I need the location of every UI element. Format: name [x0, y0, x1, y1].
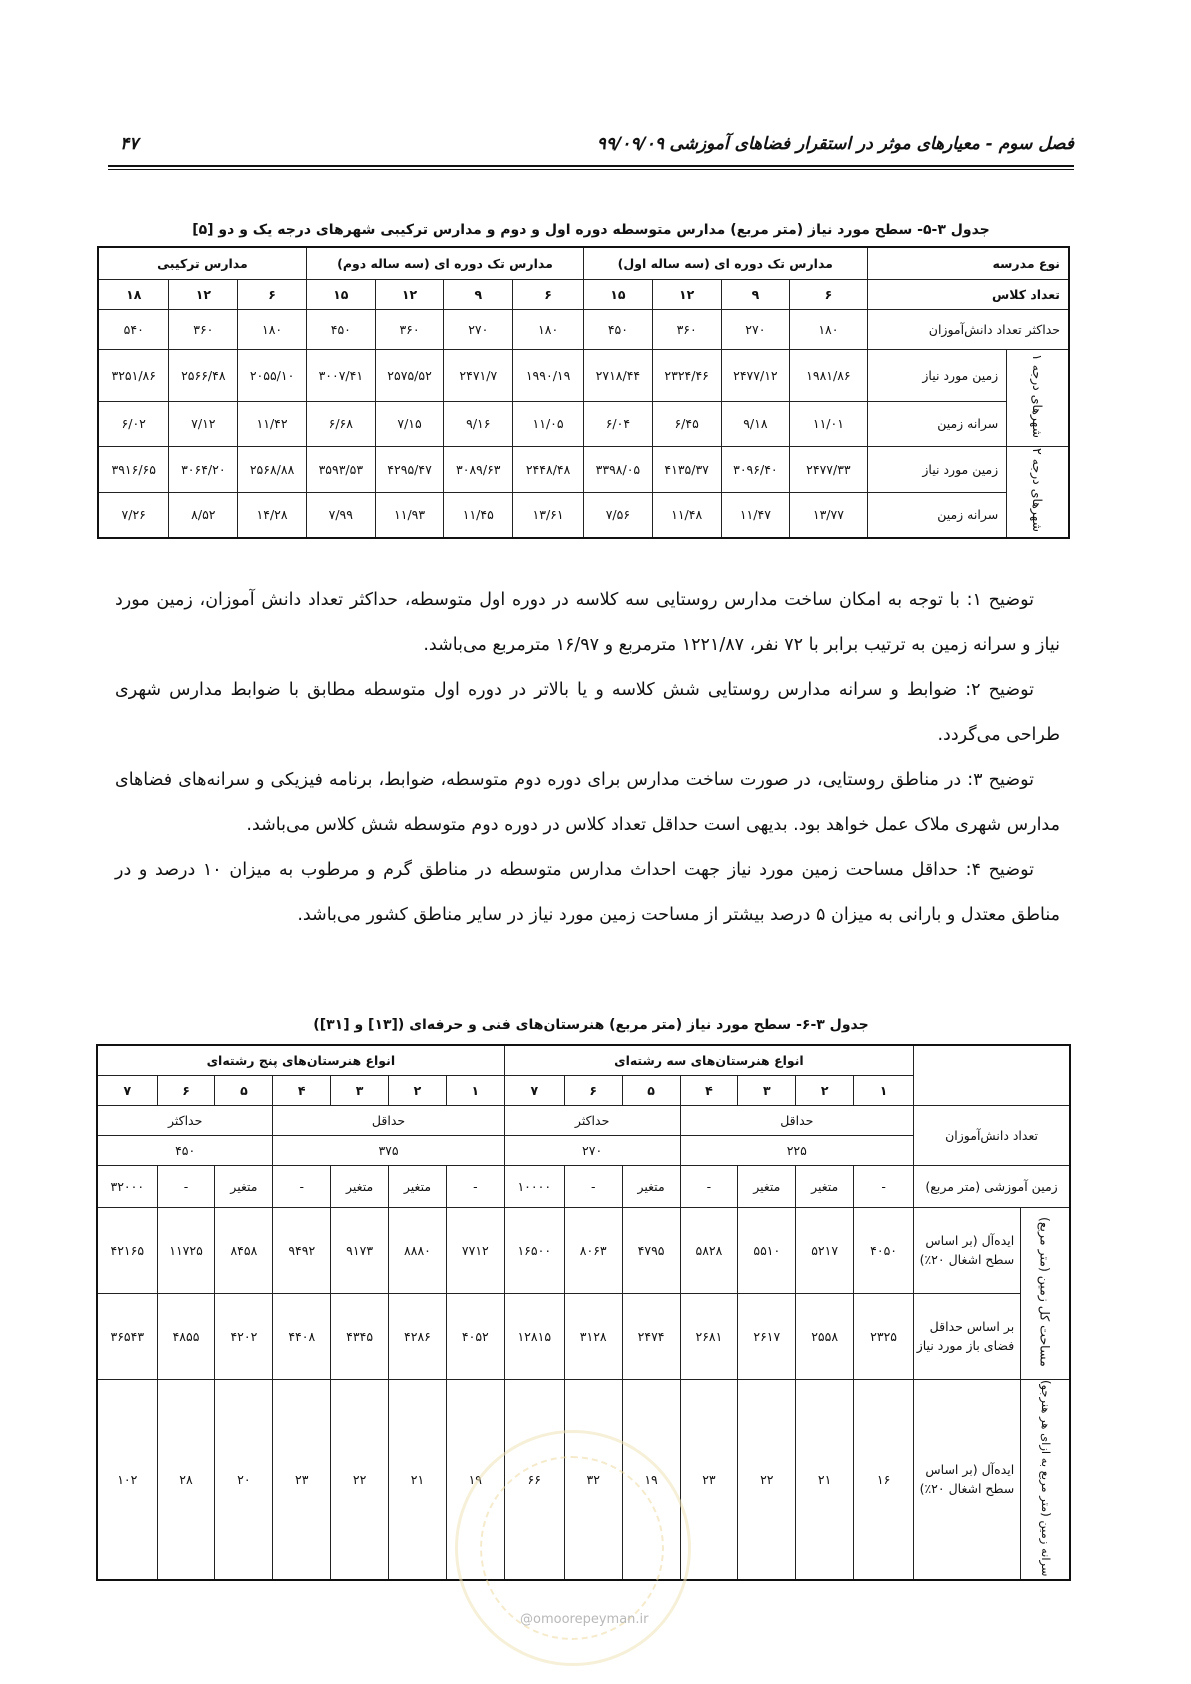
table-cell: ۸۰۶۳ [564, 1207, 622, 1293]
table-cell: ۷/۵۶ [584, 492, 653, 538]
min-label: حداقل [273, 1105, 504, 1135]
class-count-header: تعداد کلاس [867, 279, 1069, 309]
table-cell: ۵۲۱۷ [796, 1207, 854, 1293]
note-paragraph: توضیح ۲: ضوابط و سرانه مدارس روستایی شش کلاسه و یا بالاتر در دوره اول متوسطه مطابق با ضوابط مدارس شهری طراحی می‌گردد. [115, 680, 1060, 745]
note-paragraph: توضیح ۱: با توجه به امکان ساخت مدارس روستایی سه کلاسه در دوره اول متوسطه، حداکثر تعداد دانش آموزان، زمین مورد نیاز و سرانه زمین به ترتیب برابر با ۷۲ نفر، ۱۲۲۱/۸۷ مترمربع و ۱۶/۹۷ مترمربع می‌باشد. [115, 590, 1060, 655]
class-count: ۱۵ [584, 279, 653, 309]
table-cell: ۸۴۵۸ [215, 1207, 273, 1293]
table-cell: ۲۵۵۸ [796, 1293, 854, 1379]
table-cell: ۳۲ [564, 1379, 622, 1580]
table-cell: ۱۱/۰۱ [790, 401, 867, 446]
table-cell: ۱۱/۴۵ [444, 492, 513, 538]
school-number: ۴ [680, 1075, 738, 1105]
table-cell: ۴۰۵۲ [446, 1293, 504, 1379]
min-value: ۳۷۵ [273, 1135, 504, 1165]
table-cell: ۱۱/۹۳ [375, 492, 444, 538]
table-cell: ۲۷۰ [721, 309, 790, 349]
school-number: ۵ [622, 1075, 680, 1105]
table-cell: ۲۵۶۶/۴۸ [169, 349, 238, 401]
table-cell: ۱۱۷۲۵ [157, 1207, 215, 1293]
area-group-label: مساحت کل زمین (متر مربع) [1021, 1207, 1070, 1379]
table-cell: ۳۰۶۴/۲۰ [169, 446, 238, 492]
min-value: ۲۲۵ [680, 1135, 914, 1165]
table-cell: ۴۲۹۵/۴۷ [375, 446, 444, 492]
class-count: ۶ [238, 279, 307, 309]
table-cell: ۱۴/۲۸ [238, 492, 307, 538]
table-cell: ۳۰۰۷/۴۱ [306, 349, 375, 401]
max-label: حداکثر [97, 1105, 273, 1135]
students-label: تعداد دانش‌آموزان [914, 1105, 1070, 1165]
table-cell: ۲۴۷۷/۱۲ [721, 349, 790, 401]
row-label: سرانه زمین [867, 492, 1007, 538]
table-cell: ۷/۱۵ [375, 401, 444, 446]
table-cell: ۸/۵۲ [169, 492, 238, 538]
header-date: ۹۹/۰۹/۰۹ [596, 134, 664, 154]
land-edu-label: زمین آموزشی (متر مربع) [914, 1165, 1070, 1207]
table-cell: ۲۱ [796, 1379, 854, 1580]
table-cell: ۷/۲۶ [98, 492, 169, 538]
table-cell: ۳۶۰ [652, 309, 721, 349]
table-cell: ۵۸۲۸ [680, 1207, 738, 1293]
table-cell: ۳۱۲۸ [564, 1293, 622, 1379]
table-cell: ۲۵۷۵/۵۲ [375, 349, 444, 401]
school-number: ۱ [854, 1075, 914, 1105]
table-cell: ۲۶۱۷ [738, 1293, 796, 1379]
table-cell: ۱۶ [854, 1379, 914, 1580]
table-cell: ۴۵۰ [306, 309, 375, 349]
table-cell: متغیر [389, 1165, 447, 1207]
table-cell: ۷/۱۲ [169, 401, 238, 446]
table-cell: ۶/۶۸ [306, 401, 375, 446]
table-cell: ۲۱ [389, 1379, 447, 1580]
table-cell: ۶/۰۴ [584, 401, 653, 446]
city-grade-label: شهرهای درجه ۲ [1007, 446, 1069, 538]
class-count: ۹ [721, 279, 790, 309]
table-cell: ۱۹ [622, 1379, 680, 1580]
row-label: زمین مورد نیاز [867, 349, 1007, 401]
table-cell: ۳۶۵۴۳ [97, 1293, 157, 1379]
table-cell: ۳۰۹۶/۴۰ [721, 446, 790, 492]
table-cell: متغیر [738, 1165, 796, 1207]
max-value: ۴۵۰ [97, 1135, 273, 1165]
table-cell: ۴۱۳۵/۳۷ [652, 446, 721, 492]
table-cell: - [446, 1165, 504, 1207]
class-count: ۱۲ [375, 279, 444, 309]
chapter-title: فصل سوم - معیارهای موثر در استقرار فضاهای آموزشی [669, 134, 1074, 154]
school-number: ۲ [796, 1075, 854, 1105]
table-cell: ۲۴۴۸/۴۸ [513, 446, 584, 492]
table-cell: ۱۸۰ [238, 309, 307, 349]
class-count: ۱۲ [652, 279, 721, 309]
max-label: حداکثر [504, 1105, 680, 1135]
table-cell: ۴۵۰ [584, 309, 653, 349]
table-cell: ۵۵۱۰ [738, 1207, 796, 1293]
row-label: بر اساس حداقل فضای باز مورد نیاز [914, 1293, 1021, 1379]
table-cell: ۲۳۲۵ [854, 1293, 914, 1379]
table-cell: - [157, 1165, 215, 1207]
notes-section [115, 578, 1060, 938]
class-count: ۶ [513, 279, 584, 309]
table-cell: متغیر [622, 1165, 680, 1207]
group-header: مدارس تک دوره ای (سه ساله دوم) [306, 247, 583, 279]
table-cell: ۲۸ [157, 1379, 215, 1580]
school-number: ۱ [446, 1075, 504, 1105]
table-cell: ۹/۱۶ [444, 401, 513, 446]
table-cell: ۳۲۰۰۰ [97, 1165, 157, 1207]
table-cell: ۲۷۱۸/۴۴ [584, 349, 653, 401]
table-cell: ۳۹۱۶/۶۵ [98, 446, 169, 492]
table-cell: ۲۳ [680, 1379, 738, 1580]
table-cell: ۱۱/۰۵ [513, 401, 584, 446]
watermark-url: @omoorepeyman.ir [520, 1612, 649, 1627]
table-cell: ۴۲۱۶۵ [97, 1207, 157, 1293]
per-student-label: سرانه زمین (متر مربع به ازای هر هنرجو) [1021, 1379, 1070, 1580]
table-cell: ۱۱/۴۸ [652, 492, 721, 538]
table-cell: - [854, 1165, 914, 1207]
table-cell: ۱۶۵۰۰ [504, 1207, 564, 1293]
table-cell: ۹/۱۸ [721, 401, 790, 446]
school-number: ۳ [331, 1075, 389, 1105]
table-cell: ۱۸۰ [513, 309, 584, 349]
table-cell: ۳۳۹۸/۰۵ [584, 446, 653, 492]
table-cell: ۱۲۸۱۵ [504, 1293, 564, 1379]
table-cell: ۲۵۶۸/۸۸ [238, 446, 307, 492]
table-cell: ۴۳۴۵ [331, 1293, 389, 1379]
table-cell: ۲۰ [215, 1379, 273, 1580]
table-cell: ۶۶ [504, 1379, 564, 1580]
class-count: ۹ [444, 279, 513, 309]
class-count: ۱۲ [169, 279, 238, 309]
table-cell: ۱۸۰ [790, 309, 867, 349]
table-cell: ۷۷۱۲ [446, 1207, 504, 1293]
table-cell: ۵۴۰ [98, 309, 169, 349]
row-label: ایده‌آل (بر اساس سطح اشغال ۲۰٪) [914, 1207, 1021, 1293]
table-cell: ۱۰۲ [97, 1379, 157, 1580]
note-paragraph: توضیح ۴: حداقل مساحت زمین مورد نیاز جهت احداث مدارس متوسطه در مناطق گرم و مرطوب به میزان ۱۰ درصد و در مناطق معتدل و بارانی به میزان ۵ درصد بیشتر از مساحت زمین مورد نیاز در سایر مناطق کشور می‌باشد. [115, 860, 1060, 925]
table-cell: متغیر [796, 1165, 854, 1207]
table-cell: ۲۴۷۱/۷ [444, 349, 513, 401]
max-students-label: حداکثر تعداد دانش‌آموزان [867, 309, 1069, 349]
table-cell: ۸۸۸۰ [389, 1207, 447, 1293]
school-number: ۵ [215, 1075, 273, 1105]
school-number: ۴ [273, 1075, 331, 1105]
table-cell: ۹۱۷۳ [331, 1207, 389, 1293]
table-cell: ۱۳/۶۱ [513, 492, 584, 538]
table-cell: ۳۰۸۹/۶۳ [444, 446, 513, 492]
group-header: انواع هنرستان‌های سه رشته‌ای [504, 1045, 913, 1075]
school-number: ۷ [97, 1075, 157, 1105]
table2-caption: جدول ۳-۶- سطح مورد نیاز (متر مربع) هنرستان‌های فنی و حرفه‌ای ([۱۳] و [۳۱]) [313, 1017, 869, 1033]
table-cell: ۷/۹۹ [306, 492, 375, 538]
class-count: ۱۸ [98, 279, 169, 309]
table-cell: ۲۰۵۵/۱۰ [238, 349, 307, 401]
table-cell: ۹۴۹۲ [273, 1207, 331, 1293]
table-cell: - [564, 1165, 622, 1207]
school-number: ۳ [738, 1075, 796, 1105]
page-number: ۴۷ [120, 134, 139, 154]
table-cell: ۳۶۰ [375, 309, 444, 349]
table-cell: ۱۱/۴۲ [238, 401, 307, 446]
table-cell: ۱۹۹۰/۱۹ [513, 349, 584, 401]
min-label: حداقل [680, 1105, 914, 1135]
table-cell: ۴۷۹۵ [622, 1207, 680, 1293]
school-number: ۶ [564, 1075, 622, 1105]
table-cell: ۴۰۵۰ [854, 1207, 914, 1293]
school-type-header: نوع مدرسه [867, 247, 1069, 279]
table-cell: ۱۰۰۰۰ [504, 1165, 564, 1207]
table-cell: ۳۲۵۱/۸۶ [98, 349, 169, 401]
table-cell: ۶/۰۲ [98, 401, 169, 446]
note-paragraph: توضیح ۳: در مناطق روستایی، در صورت ساخت مدارس برای دوره دوم متوسطه، ضوابط، برنامه فیزیکی و سرانه‌های فضاهای مدارس شهری ملاک عمل خواهد بود. بدیهی است حداقل تعداد کلاس در دوره دوم متوسطه شش کلاس می‌باشد. [115, 770, 1060, 835]
class-count: ۱۵ [306, 279, 375, 309]
header-rule [108, 165, 1074, 170]
table-cell: ۴۴۰۸ [273, 1293, 331, 1379]
city-grade-label: شهرهای درجه ۱ [1007, 349, 1069, 446]
table-cell: متغیر [331, 1165, 389, 1207]
table-cell: - [680, 1165, 738, 1207]
table-cell: ۲۳۲۴/۴۶ [652, 349, 721, 401]
table1-caption: جدول ۳-۵- سطح مورد نیاز (متر مربع) مدارس متوسطه دوره اول و دوم و مدارس ترکیبی شهرهای درجه یک و دو [۵] [192, 222, 990, 238]
table-cell: ۱۹۸۱/۸۶ [790, 349, 867, 401]
table-cell: ۴۸۵۵ [157, 1293, 215, 1379]
group-header: مدارس ترکیبی [98, 247, 306, 279]
table-cell: ۱۱/۴۷ [721, 492, 790, 538]
group-header: مدارس تک دوره ای (سه ساله اول) [584, 247, 868, 279]
table-cell: ۲۴۷۴ [622, 1293, 680, 1379]
table-cell: ۶/۴۵ [652, 401, 721, 446]
table1 [97, 246, 1070, 539]
table-cell: ۲۳ [273, 1379, 331, 1580]
table-cell: ۲۲ [331, 1379, 389, 1580]
row-label: سرانه زمین [867, 401, 1007, 446]
row-label: زمین مورد نیاز [867, 446, 1007, 492]
table-cell: ۴۲۰۲ [215, 1293, 273, 1379]
table-cell: ۲۲ [738, 1379, 796, 1580]
table-cell: ۳۶۰ [169, 309, 238, 349]
table-cell: - [273, 1165, 331, 1207]
row-label: ایده‌آل (بر اساس سطح اشغال ۲۰٪) [914, 1379, 1021, 1580]
table-cell: ۲۴۷۷/۳۳ [790, 446, 867, 492]
group-header: انواع هنرستان‌های پنج رشته‌ای [97, 1045, 504, 1075]
school-number: ۲ [389, 1075, 447, 1105]
max-value: ۲۷۰ [504, 1135, 680, 1165]
table-cell: ۴۲۸۶ [389, 1293, 447, 1379]
table-cell: ۱۹ [446, 1379, 504, 1580]
school-number: ۶ [157, 1075, 215, 1105]
class-count: ۶ [790, 279, 867, 309]
table-cell: ۲۷۰ [444, 309, 513, 349]
table-cell: ۱۳/۷۷ [790, 492, 867, 538]
table-cell: ۲۶۸۱ [680, 1293, 738, 1379]
page-header [108, 128, 1074, 162]
corner-cell [914, 1045, 1070, 1105]
school-number: ۷ [504, 1075, 564, 1105]
table-cell: ۳۵۹۳/۵۳ [306, 446, 375, 492]
table-cell: متغیر [215, 1165, 273, 1207]
